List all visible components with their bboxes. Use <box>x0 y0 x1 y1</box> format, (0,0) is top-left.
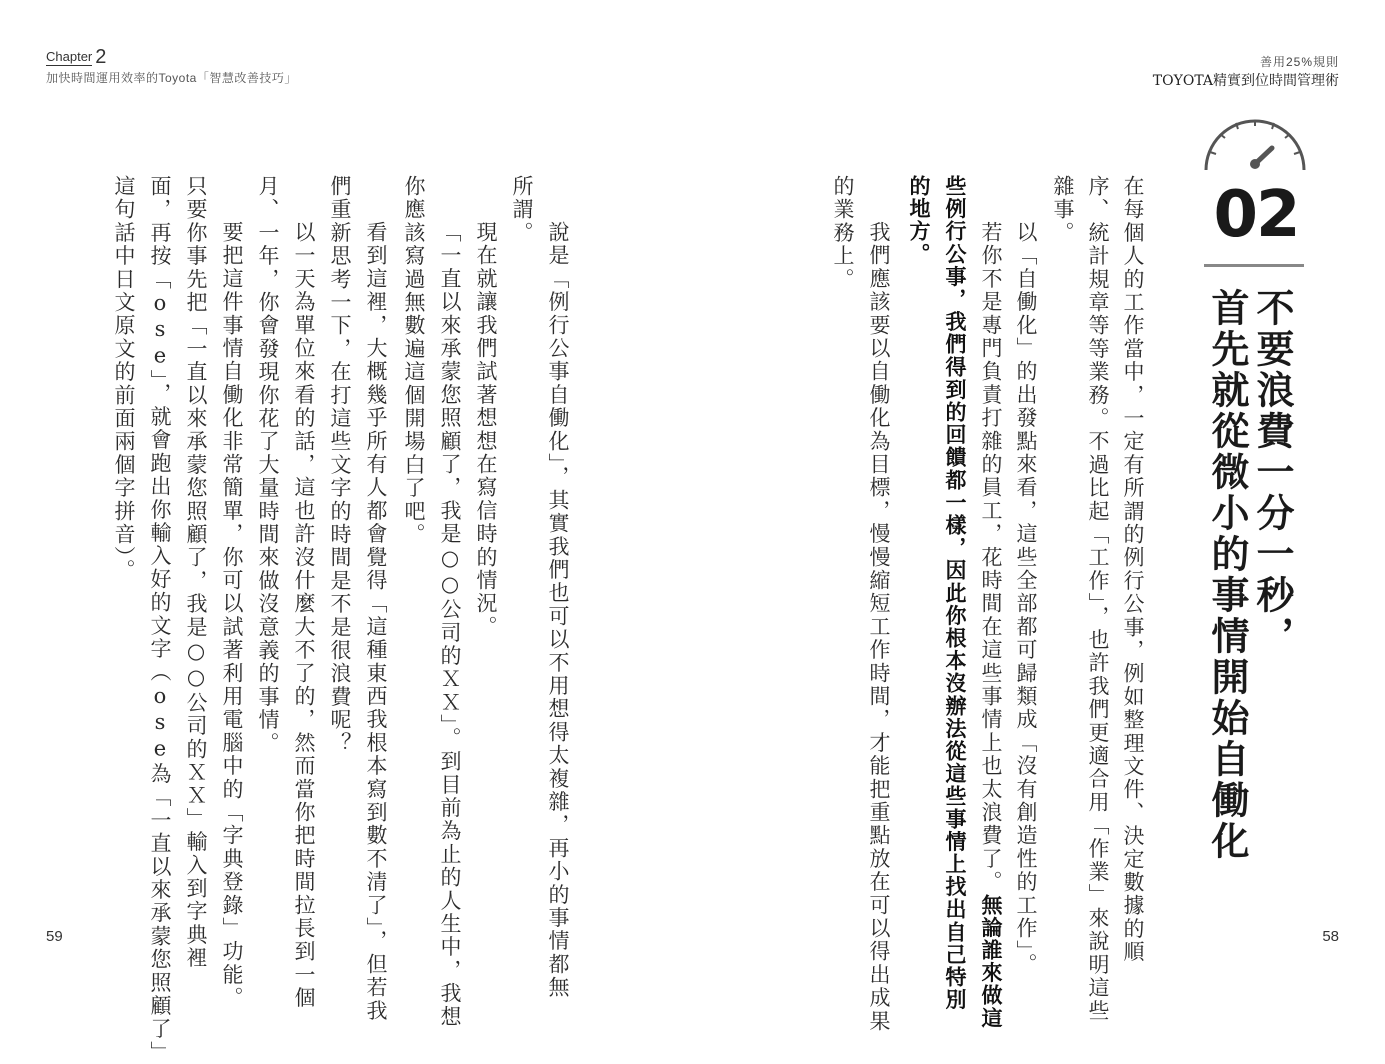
text-column: 月、一年，你會發現你花了大量時間來做沒意義的事情。 <box>256 175 280 755</box>
text-plain: 若你不是專門負責打雜的員工，花時間在這些事情上也太浪費了。 <box>979 221 1003 894</box>
section-number: 02 <box>1213 178 1299 252</box>
text-column: 們重新思考一下，在打這些文字的時間是不是很浪費呢？ <box>328 175 352 755</box>
text-column: 在每個人的工作當中，一定有所謂的例行公事，例如整理文件、決定數據的順 <box>1121 175 1145 964</box>
text-column: 的業務上。 <box>831 175 855 291</box>
text-column: 現在就讓我們試著想想在寫信時的情況。 <box>474 221 498 639</box>
text-column: 看到這裡，大概幾乎所有人都會覺得「這種東西我根本寫到數不清了」，但若我 <box>364 221 388 1023</box>
section-title-line2: 首先就從微小的事情開始自働化 <box>1205 288 1249 862</box>
text-column: 以一天為單位來看的話，這也許沒什麼大不了的，然而當你把時間拉長到一個 <box>292 221 316 1010</box>
section-title-line1: 不要浪費一分一秒， <box>1250 288 1294 657</box>
chapter-subtitle: 加快時間運用效率的Toyota「智慧改善技巧」 <box>46 71 297 85</box>
text-column: 我們應該要以自働化為目標，慢慢縮短工作時間，才能把重點放在可以得出成果 <box>867 221 891 1033</box>
text-column: 面，再按「ose」，就會跑出你輸入好的文字（ose為「一直以來承蒙您照顧了」 <box>148 175 172 1064</box>
text-column <box>901 175 937 905</box>
text-column: 以「自働化」的出發點來看，這些全部都可歸類成「沒有創造性的工作」。 <box>1014 221 1038 977</box>
text-column: 說是「例行公事自働化」，其實我們也可以不用想得太複雜，再小的事情都無 <box>546 221 570 1000</box>
page-number-left: 59 <box>46 928 63 945</box>
text-bold: 無論誰來做這 <box>979 893 1003 1030</box>
text-column <box>937 175 973 1012</box>
text-column: 「一直以來承蒙您照顧了，我是○○公司的ＸＸ」。到目前為止的人生中，我想 <box>438 221 462 1029</box>
book-title-line2: TOYOTA精實到位時間管理術 <box>1152 73 1339 89</box>
text-column: 序、統計規章等等業務。不過比起「工作」，也許我們更適合用「作業」來說明這些 <box>1086 175 1110 1023</box>
chapter-label <box>46 46 106 69</box>
book-title-line1: 善用25%規則 <box>1259 55 1339 69</box>
text-column: 只要你事先把「一直以來承蒙您照顧了，我是○○公司的ＸＸ」輸入到字典裡 <box>184 175 208 970</box>
left-page-body <box>90 175 575 1064</box>
text-column: 雜事。 <box>1051 175 1075 245</box>
title-divider <box>1204 264 1304 267</box>
text-bold: 的地方。 <box>907 175 931 266</box>
text-column: 所謂。 <box>510 175 534 245</box>
text-column: 這句話中日文原文的前面兩個字拼音）。 <box>112 175 136 583</box>
text-column: 要把這件事情自働化非常簡單，你可以試著利用電腦中的「字典登錄」功能。 <box>220 221 244 1010</box>
speedometer-icon <box>1200 112 1310 177</box>
right-page-body <box>820 175 1150 1033</box>
text-column: 你應該寫過無數遍這個開場白了吧。 <box>402 175 426 547</box>
chapter-number: 2 <box>95 46 107 68</box>
text-column <box>973 221 1009 1030</box>
text-bold: 些例行公事，我們得到的回饋都一樣，因此你根本沒辦法從這些事情上找出自己特別 <box>943 175 967 1012</box>
page-number-right: 58 <box>1322 928 1339 945</box>
chapter-word: Chapter <box>46 49 93 64</box>
